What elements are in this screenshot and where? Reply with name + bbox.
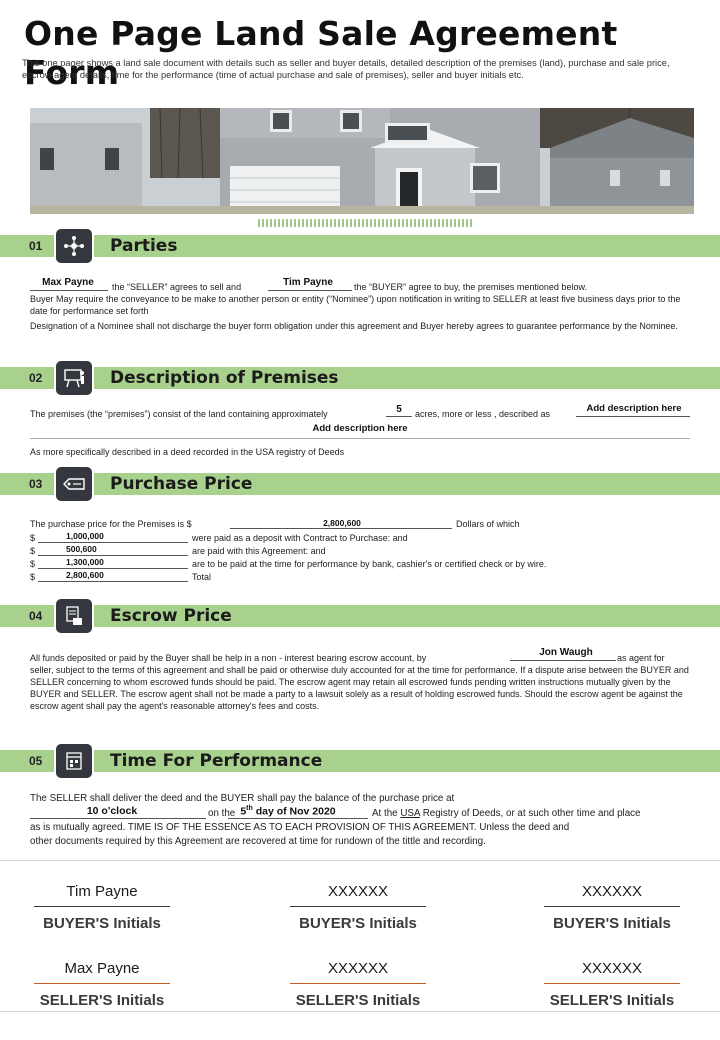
strip-tick bbox=[406, 219, 408, 227]
seller-initials-label: SELLER'S Initials bbox=[549, 992, 675, 1009]
seller-initials-name[interactable]: Max Payne bbox=[64, 960, 140, 977]
section-title-premises: Description of Premises bbox=[110, 368, 339, 388]
strip-tick bbox=[318, 219, 320, 227]
performance-line3: as is mutually agreed. TIME IS OF THE ESSENCE AS TO EACH PROVISION OF THIS AGREEMENT. Unless the deed and bbox=[30, 822, 570, 833]
escrow-agent-field[interactable]: Jon Waugh bbox=[539, 647, 593, 658]
strip-tick bbox=[278, 219, 280, 227]
seller-initials-name[interactable]: XXXXXX bbox=[327, 960, 389, 977]
buyer-name-underline bbox=[268, 290, 352, 291]
price-row-amount[interactable]: 500,600 bbox=[66, 544, 97, 554]
page-title: One Page Land Sale Agreement Form bbox=[24, 14, 618, 92]
strip-tick bbox=[302, 219, 304, 227]
seller-signature-line bbox=[290, 983, 426, 984]
buyer-name-field[interactable]: Tim Payne bbox=[283, 277, 333, 288]
premises-line2: As more specifically described in a deed recorded in the USA registry of Deeds bbox=[30, 447, 345, 457]
strip-tick bbox=[414, 219, 416, 227]
date-underline bbox=[228, 818, 368, 819]
acres-field[interactable]: 5 bbox=[396, 404, 402, 415]
total-price-field[interactable]: 2,800,600 bbox=[323, 518, 361, 528]
strip-tick bbox=[358, 219, 360, 227]
premises-line1-b: acres, more or less , described as bbox=[415, 409, 551, 419]
strip-tick bbox=[458, 219, 460, 227]
people-network-icon bbox=[56, 229, 92, 263]
calendar-document-icon bbox=[56, 744, 92, 778]
buyer-signature-line bbox=[544, 906, 680, 907]
parties-paragraph-1: Buyer May require the conveyance to be make to another person or entity (“Nominee”) upon notification in writing to SELLER at least five business days prior to the date for performance set forth bbox=[30, 294, 681, 316]
section-bar-premises bbox=[0, 367, 720, 389]
strip-tick bbox=[434, 219, 436, 227]
escrow-agent-underline bbox=[510, 660, 616, 661]
performance-line1: The SELLER shall deliver the deed and the BUYER shall pay the balance of the purchase price at bbox=[30, 793, 455, 804]
premises-line1-a: The premises (the “premises”) consist of the land containing approximately bbox=[30, 409, 328, 419]
buyer-initials-label: BUYER'S Initials bbox=[553, 915, 671, 932]
strip-tick bbox=[342, 219, 344, 227]
strip-tick bbox=[446, 219, 448, 227]
strip-tick bbox=[334, 219, 336, 227]
date-rest: day of Nov 2020 bbox=[252, 805, 336, 818]
seller-initials-label: SELLER'S Initials bbox=[295, 992, 421, 1009]
description-field-1[interactable]: Add description here bbox=[586, 403, 682, 414]
seller-name-underline bbox=[30, 290, 108, 291]
page-subtitle: This one pager shows a land sale document with details such as seller and buyer details, detailed description of the premises (land), purchase and sale price, escrow agent details, time for the performance (time of actual purchase and sale of premises), seller and buyer initials etc. bbox=[22, 58, 670, 80]
house-photo bbox=[30, 108, 694, 214]
price-row-text: are paid with this Agreement: and bbox=[192, 546, 326, 556]
section-title-performance: Time For Performance bbox=[110, 751, 323, 771]
section-number: 02 bbox=[29, 371, 43, 385]
total-price-underline bbox=[230, 528, 452, 529]
section-title-price: Purchase Price bbox=[110, 474, 253, 494]
strip-tick bbox=[438, 219, 440, 227]
strip-tick bbox=[262, 219, 264, 227]
strip-tick bbox=[306, 219, 308, 227]
seller-name-field[interactable]: Max Payne bbox=[42, 277, 94, 288]
strip-tick bbox=[290, 219, 292, 227]
strip-tick bbox=[378, 219, 380, 227]
price-intro: The purchase price for the Premises is $ bbox=[30, 519, 192, 529]
strip-tick bbox=[466, 219, 468, 227]
strip-tick bbox=[286, 219, 288, 227]
description-underline-2 bbox=[30, 438, 690, 439]
at-the-text: At the bbox=[372, 808, 398, 819]
seller-signature-line bbox=[34, 983, 170, 984]
strip-tick bbox=[374, 219, 376, 227]
strip-tick bbox=[366, 219, 368, 227]
price-tag-icon bbox=[56, 467, 92, 501]
price-row-currency: $ bbox=[30, 533, 36, 543]
buyer-initials-name[interactable]: Tim Payne bbox=[66, 883, 138, 900]
section-bar-parties bbox=[0, 235, 720, 257]
performance-line4: other documents required by this Agreement are recovered at time for rundown of the tittle and recording. bbox=[30, 836, 486, 847]
strip-tick bbox=[394, 219, 396, 227]
price-row-underline bbox=[38, 581, 188, 582]
strip-tick bbox=[462, 219, 464, 227]
strip-tick bbox=[370, 219, 372, 227]
price-row-amount[interactable]: 1,300,000 bbox=[66, 557, 104, 567]
performance-date-field[interactable] bbox=[238, 805, 338, 818]
usa-link: USA bbox=[400, 808, 420, 819]
time-underline bbox=[30, 818, 206, 819]
strip-tick bbox=[362, 219, 364, 227]
escrow-body: seller, subject to the terms of this agreement and shall be paid or otherwise duly accounted for at the time for performance. If a dispute arise between the BUYER and SELLER concerning to whom escrowed funds should be paid. The escrow agent may retain all escrowed funds pending written instructions mutually given by the BUYER and SELLER. The escrow agent shall not be made a party to a lawsuit solely as a result of holding escrowed funds. Should the escrow agent be against the escrow agent shall pay the agent's reasonable attorney's fees and costs. bbox=[30, 665, 689, 711]
price-row-currency: $ bbox=[30, 572, 36, 582]
description-underline-1 bbox=[576, 416, 690, 417]
price-row-currency: $ bbox=[30, 559, 36, 569]
section-number: 04 bbox=[29, 609, 43, 623]
buyer-initials-name[interactable]: XXXXXX bbox=[327, 883, 389, 900]
strip-tick bbox=[354, 219, 356, 227]
price-row-text: Total bbox=[192, 572, 212, 582]
seller-signature-line bbox=[544, 983, 680, 984]
buyer-initials-label: BUYER'S Initials bbox=[299, 915, 417, 932]
price-row-amount[interactable]: 1,000,000 bbox=[66, 531, 104, 541]
strip-tick bbox=[470, 219, 472, 227]
performance-line2-rest: Registry of Deeds, or at such other time and place bbox=[422, 808, 641, 819]
price-row-amount[interactable]: 2,800,600 bbox=[66, 570, 104, 580]
performance-line2 bbox=[372, 808, 641, 820]
escrow-line1-a: All funds deposited or paid by the Buyer shall be help in a non - interest bearing escrow account, by bbox=[30, 653, 427, 663]
buyer-signature-line bbox=[34, 906, 170, 907]
acres-underline bbox=[386, 416, 412, 417]
strip-tick bbox=[282, 219, 284, 227]
strip-tick bbox=[298, 219, 300, 227]
strip-tick bbox=[398, 219, 400, 227]
section-bar-escrow bbox=[0, 605, 720, 627]
date-day: 5 bbox=[240, 805, 247, 818]
strip-tick bbox=[346, 219, 348, 227]
escrow-line1-b: as agent for bbox=[617, 653, 665, 663]
price-row-currency: $ bbox=[30, 546, 36, 556]
section-number: 03 bbox=[29, 477, 43, 491]
section-bar-price bbox=[0, 473, 720, 495]
section-number: 05 bbox=[29, 754, 43, 768]
strip-tick bbox=[402, 219, 404, 227]
strip-tick bbox=[314, 219, 316, 227]
strip-tick bbox=[410, 219, 412, 227]
strip-tick bbox=[450, 219, 452, 227]
strip-tick bbox=[386, 219, 388, 227]
parties-line1-a: the “SELLER” agrees to sell and bbox=[112, 282, 242, 292]
buyer-initials-name[interactable]: XXXXXX bbox=[581, 883, 643, 900]
strip-tick bbox=[322, 219, 324, 227]
escrow-document-icon bbox=[56, 599, 92, 633]
price-row-text: are to be paid at the time for performance by bank, cashier's or certified check or by wire. bbox=[192, 559, 547, 569]
strip-tick bbox=[390, 219, 392, 227]
strip-tick bbox=[430, 219, 432, 227]
buyer-initials-label: BUYER'S Initials bbox=[43, 915, 161, 932]
strip-tick bbox=[454, 219, 456, 227]
price-row-underline bbox=[38, 568, 188, 569]
strip-tick bbox=[326, 219, 328, 227]
on-the-text: on the bbox=[208, 808, 236, 819]
parties-line1-b: the “BUYER” agree to buy, the premises mentioned below. bbox=[354, 282, 587, 292]
description-field-2[interactable]: Add description here bbox=[312, 423, 408, 434]
strip-tick bbox=[294, 219, 296, 227]
strip-tick bbox=[270, 219, 272, 227]
photo-caption-strip bbox=[258, 219, 476, 227]
strip-tick bbox=[422, 219, 424, 227]
strip-tick bbox=[310, 219, 312, 227]
strip-tick bbox=[350, 219, 352, 227]
section-title-parties: Parties bbox=[110, 236, 178, 256]
seller-initials-label: SELLER'S Initials bbox=[39, 992, 165, 1009]
presentation-board-icon bbox=[56, 361, 92, 395]
strip-tick bbox=[266, 219, 268, 227]
price-row-text: were paid as a deposit with Contract to Purchase: and bbox=[192, 533, 408, 543]
strip-tick bbox=[426, 219, 428, 227]
section-number: 01 bbox=[29, 239, 43, 253]
seller-initials-name[interactable]: XXXXXX bbox=[581, 960, 643, 977]
strip-tick bbox=[330, 219, 332, 227]
strip-tick bbox=[274, 219, 276, 227]
section-bar-performance bbox=[0, 750, 720, 772]
parties-paragraph-2: Designation of a Nominee shall not discharge the buyer form obligation under this agreement and Buyer hereby agrees to guarantee performance by the Nominee. bbox=[30, 321, 678, 331]
strip-tick bbox=[442, 219, 444, 227]
buyer-signature-line bbox=[290, 906, 426, 907]
price-row-underline bbox=[38, 555, 188, 556]
performance-time-field[interactable]: 10 o'clock bbox=[86, 805, 138, 817]
date-suffix: th bbox=[246, 805, 253, 812]
strip-tick bbox=[338, 219, 340, 227]
section-title-escrow: Escrow Price bbox=[110, 606, 232, 626]
price-row-underline bbox=[38, 542, 188, 543]
strip-tick bbox=[258, 219, 260, 227]
dollars-text: Dollars of which bbox=[456, 519, 520, 529]
strip-tick bbox=[382, 219, 384, 227]
strip-tick bbox=[418, 219, 420, 227]
